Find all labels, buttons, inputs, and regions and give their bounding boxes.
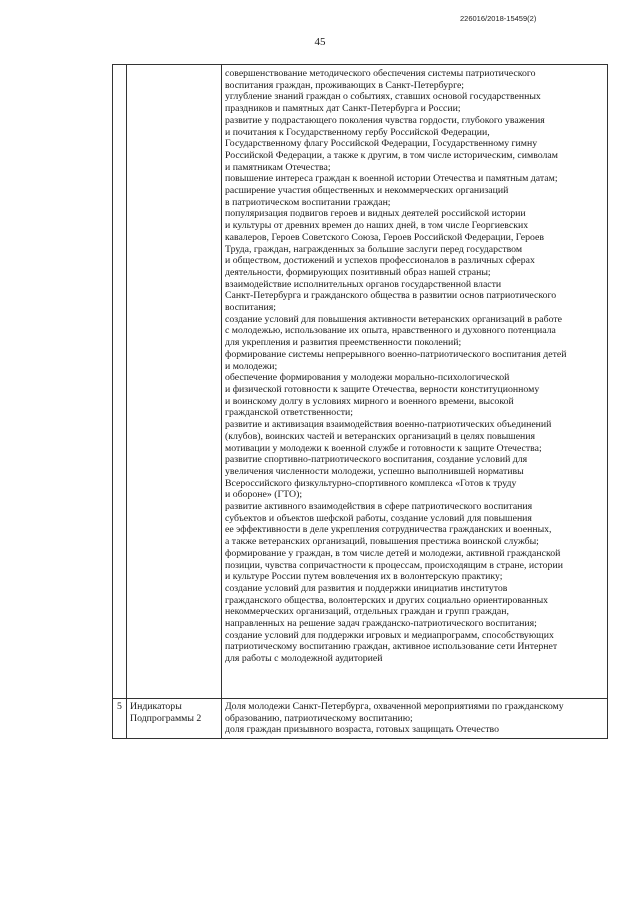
text-line: образованию, патриотическому воспитанию; bbox=[225, 712, 413, 724]
text-line: и обороне» (ГТО); bbox=[225, 489, 303, 501]
text-line: воспитания; bbox=[225, 302, 276, 314]
text-line: в патриотическом воспитании граждан; bbox=[225, 196, 391, 208]
text-line: Труда, граждан, награжденных за большие заслуги перед государством bbox=[225, 243, 523, 255]
row-number-cell bbox=[113, 65, 127, 699]
text-line: популяризация подвигов героев и видных деятелей российской истории bbox=[225, 208, 526, 220]
text-line: воспитания граждан, проживающих в Санкт-Петербурге; bbox=[225, 79, 465, 91]
text-line: кавалеров, Героев Советского Союза, Героев Российской Федерации, Героев bbox=[225, 231, 544, 243]
table-row bbox=[113, 65, 608, 699]
text-line: гражданского общества, волонтерских и других социально ориентированных bbox=[225, 594, 549, 606]
text-line: развитие активного взаимодействия в сфере патриотического воспитания bbox=[225, 501, 533, 513]
table-row bbox=[113, 699, 608, 739]
text-line: а также ветеранских организаций, повышения престижа воинской службы; bbox=[225, 536, 539, 548]
text-line: создание условий для поддержки игровых и медиапрограмм, способствующих bbox=[225, 629, 554, 641]
text-line: расширение участия общественных и некоммерческих организаций bbox=[225, 185, 509, 197]
text-line: развитие спортивно-патриотического воспитания, создание условий для bbox=[225, 454, 528, 466]
text-line: повышение интереса граждан к военной истории Отечества и памятным датам; bbox=[225, 173, 558, 185]
goals-text bbox=[225, 68, 604, 665]
text-line: формирование системы непрерывного военно-патриотического воспитания детей bbox=[225, 348, 567, 360]
indicators-text bbox=[225, 701, 604, 736]
text-line: и физической готовности к защите Отечества, верности конституционному bbox=[225, 383, 540, 395]
text-line: (клубов), воинских частей и ветеранских организаций в целях повышения bbox=[225, 430, 536, 442]
text-line: позиции, чувства сопричастности к процессам, происходящим в стране, истории bbox=[225, 559, 563, 571]
text-line: для работы с молодежной аудиторией bbox=[225, 653, 383, 665]
program-table bbox=[112, 64, 608, 739]
goals-text-cell bbox=[222, 65, 608, 699]
text-line: создание условий для развития и поддержки инициатив институтов bbox=[225, 582, 508, 594]
text-line: и памятникам Отечества; bbox=[225, 161, 331, 173]
text-line: и культуре России путем вовлечения их в волонтерскую практику; bbox=[225, 571, 503, 583]
text-line: развитие и активизация взаимодействия военно-патриотических объединений bbox=[225, 419, 552, 431]
text-line: и воинскому долгу в условиях мирного и военного времени, высокой bbox=[225, 395, 514, 407]
text-line: создание условий для повышения активности ветеранских организаций в работе bbox=[225, 313, 562, 325]
row-label-cell bbox=[127, 699, 222, 739]
text-line: доля граждан призывного возраста, готовых защищать Отечество bbox=[225, 724, 500, 736]
text-line: гражданской ответственности; bbox=[225, 407, 353, 419]
text-line: направленных на решение задач гражданско-патриотического воспитания; bbox=[225, 618, 537, 630]
text-line: и молодежи; bbox=[225, 360, 278, 372]
document-id: 226016/2018-15459(2) bbox=[460, 14, 537, 23]
text-line: увеличения численности молодежи, успешно выполнившей нормативы bbox=[225, 465, 524, 477]
text-line: патриотическому воспитанию граждан, активное использование сети Интернет bbox=[225, 641, 558, 653]
text-line: Доля молодежи Санкт-Петербурга, охваченной мероприятиями по гражданскому bbox=[225, 701, 564, 712]
indicators-label: Индикаторы bbox=[130, 701, 182, 712]
text-line: Санкт-Петербурга и гражданского общества в развитии основ патриотического bbox=[225, 290, 557, 302]
text-line: для укрепления и развития преемственности поколений; bbox=[225, 337, 462, 349]
text-line: формирование у граждан, в том числе детей и молодежи, активной гражданской bbox=[225, 547, 561, 559]
text-line: праздников и памятных дат Санкт-Петербурга и России; bbox=[225, 103, 461, 115]
text-line: и культуры от древних времен до наших дней, в том числе Георгиевских bbox=[225, 220, 529, 232]
row-label-cell bbox=[127, 65, 222, 699]
text-line: и обществом, достижений и успехов профессионалов в различных сферах bbox=[225, 255, 535, 267]
text-line: обеспечение формирования у молодежи морально-психологической bbox=[225, 372, 510, 384]
text-line: и почитания к Государственному гербу Российской Федерации, bbox=[225, 126, 490, 138]
text-line: развитие у подрастающего поколения чувства гордости, глубокого уважения bbox=[225, 114, 545, 126]
text-line: некоммерческих организаций, отдельных граждан и групп граждан, bbox=[225, 606, 509, 618]
text-line: мотивации у молодежи к военной службе и готовности к защите Отечества; bbox=[225, 442, 542, 454]
text-line: совершенствование методического обеспечения системы патриотического bbox=[225, 68, 536, 79]
text-line: с молодежью, использование их опыта, нравственного и духовного потенциала bbox=[225, 325, 556, 337]
text-line: Всероссийского физкультурно-спортивного комплекса «Готов к труду bbox=[225, 477, 517, 489]
text-line: Государственному флагу Российской Федерации, Государственному гимну bbox=[225, 138, 538, 150]
indicators-text-cell bbox=[222, 699, 608, 739]
text-line: Российской Федерации, а также к другим, в том числе историческим, символам bbox=[225, 149, 558, 161]
text-line: деятельности, формирующих позитивный образ нашей страны; bbox=[225, 266, 491, 278]
text-line: углубление знаний граждан о событиях, ставших основой государственных bbox=[225, 91, 541, 103]
row-number-cell: 5 bbox=[113, 699, 127, 739]
page-number: 45 bbox=[314, 36, 326, 48]
text-line: взаимодействие исполнительных органов государственной власти bbox=[225, 278, 502, 290]
text-line: ее эффективности в деле укрепления сотрудничества гражданских и военных, bbox=[225, 524, 552, 536]
subprogram-label: Подпрограммы 2 bbox=[130, 712, 202, 724]
text-line: субъектов и объектов шефской работы, создание условий для повышения bbox=[225, 512, 532, 524]
